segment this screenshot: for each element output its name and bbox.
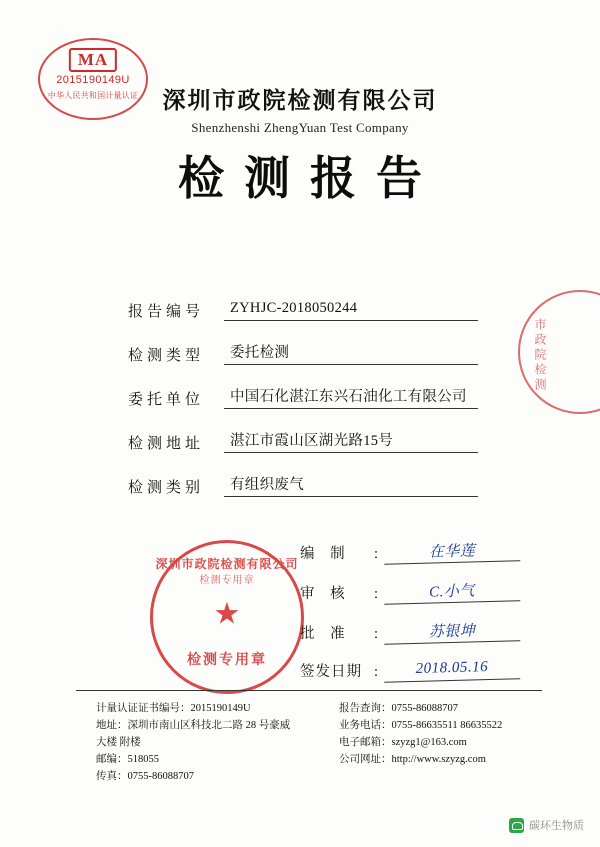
field-label-client: 委托单位 (128, 392, 205, 408)
edge-partial-stamp-icon (518, 290, 600, 414)
signature-row (300, 540, 520, 563)
signature-row (300, 620, 520, 643)
signature-colon: : (374, 664, 379, 680)
field-row (128, 473, 478, 497)
signature-colon: : (374, 586, 379, 602)
signature-label-approved-by: 批 准 (300, 626, 351, 642)
field-label-test-type: 检测类型 (128, 348, 205, 364)
footer-line-postcode: 邮编：518055 (96, 754, 159, 765)
company-header (0, 82, 600, 136)
field-value-address: 湛江市霞山区湖光路15号 (224, 429, 478, 453)
signature-row (300, 660, 520, 681)
field-value-client: 中国石化湛江东兴石油化工有限公司 (224, 385, 478, 409)
footer-right-column (309, 700, 552, 785)
ma-stamp-code: 2015190149U (56, 74, 130, 86)
field-value-report-no: ZYHJC-2018050244 (224, 300, 478, 321)
ma-stamp-subtitle: 中华人民共和国计量认证 (47, 91, 139, 100)
watermark-label: 碳环生物质 (529, 820, 584, 832)
ma-stamp-mark: MA (69, 48, 117, 72)
signature-colon: : (374, 546, 379, 562)
footer-divider (76, 690, 542, 691)
field-row (128, 300, 478, 321)
company-name-en: Shenzhenshi ZhengYuan Test Company (191, 120, 409, 135)
signature-row (300, 580, 520, 603)
footer-left-column (96, 700, 309, 785)
footer-line-report-query: 报告查询：0755-86088707 (339, 703, 458, 714)
field-row (128, 429, 478, 453)
signature-colon: : (374, 626, 379, 642)
signature-label-prepared-by: 编 制 (300, 546, 351, 562)
page-title: 检测报告 (178, 153, 442, 204)
report-fields (128, 300, 478, 517)
seal-arc-top: 深圳市政院检测有限公司 (155, 557, 299, 571)
company-name-cn: 深圳市政院检测有限公司 (162, 88, 438, 113)
signature-label-issue-date: 签发日期 (300, 664, 362, 680)
footer-line-fax: 传真：0755-86088707 (96, 771, 194, 782)
field-label-report-no: 报告编号 (128, 304, 205, 320)
signature-label-reviewed-by: 审 核 (300, 586, 351, 602)
field-label-address: 检测地址 (128, 436, 205, 452)
footer-line-cert-no: 计量认证证书编号：2015190149U (96, 703, 251, 714)
signature-value-reviewed-by: C.小气 (384, 578, 521, 605)
signature-value-approved-by: 苏银坤 (384, 618, 521, 645)
seal-bottom-text: 检测专用章 (187, 653, 267, 668)
footer (96, 700, 552, 785)
footer-line-email: 电子邮箱：szyzg1@163.com (339, 737, 467, 748)
official-company-seal-icon (150, 540, 304, 694)
field-label-category: 检测类别 (128, 480, 205, 496)
field-row (128, 385, 478, 409)
wechat-icon (509, 818, 524, 833)
field-value-test-type: 委托检测 (224, 341, 478, 365)
star-icon: ★ (213, 597, 241, 631)
footer-line-address-1: 地址：深圳市南山区科技北二路 28 号豪威 (96, 720, 291, 731)
signature-value-issue-date: 2018.05.16 (384, 658, 521, 683)
field-value-category: 有组织废气 (224, 473, 478, 497)
edge-stamp-text: 市政院检测 (533, 318, 547, 393)
footer-line-business-phone: 业务电话：0755-86635511 86635522 (339, 720, 503, 731)
field-row (128, 341, 478, 365)
seal-arc-sub: 检测专用章 (199, 575, 255, 586)
footer-line-website: 公司网址：http://www.szyzg.com (339, 754, 486, 765)
watermark (509, 817, 584, 833)
signature-block (300, 540, 520, 698)
footer-line-address-2: 大楼 附楼 (96, 737, 141, 748)
signature-value-prepared-by: 在华莲 (384, 538, 521, 565)
